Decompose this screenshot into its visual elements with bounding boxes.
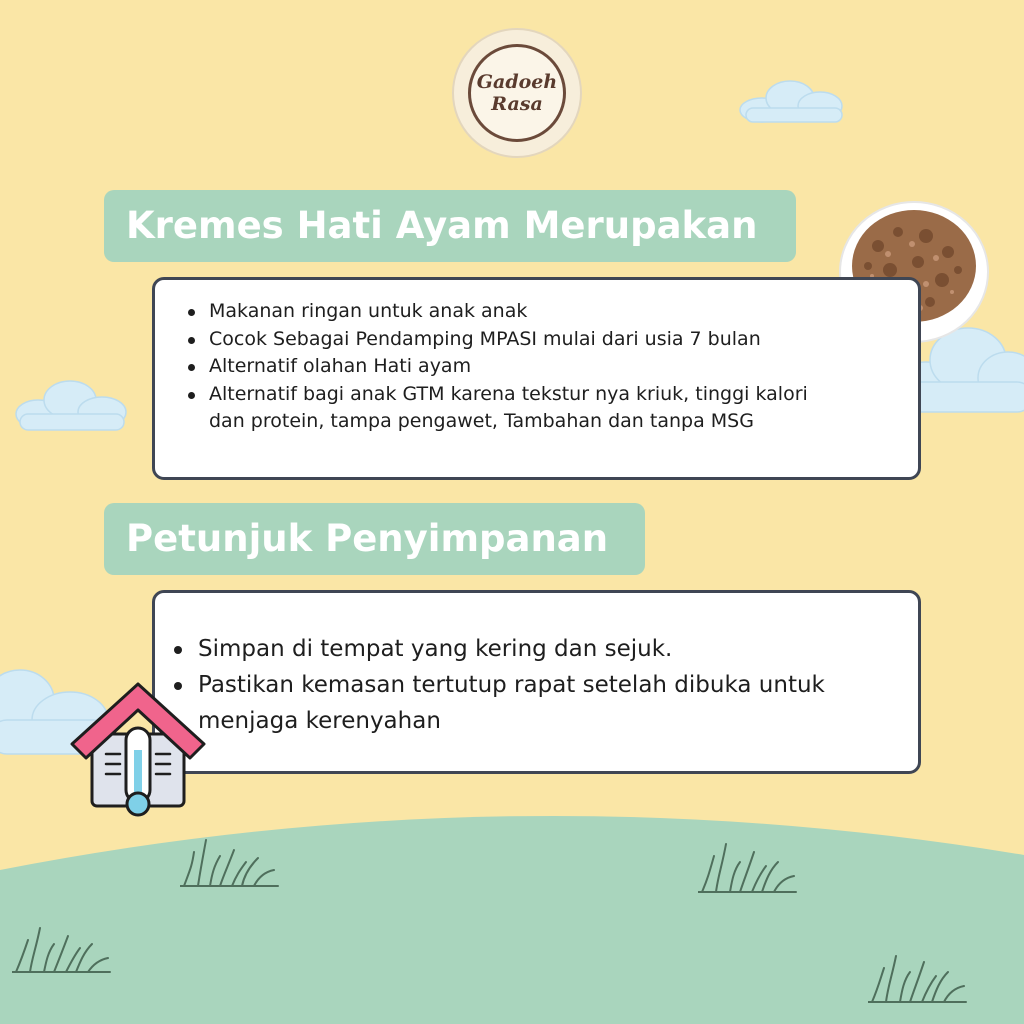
list-item: Simpan di tempat yang kering dan sejuk. — [198, 631, 898, 667]
list-item: Pastikan kemasan tertutup rapat setelah dibuka untuk menjaga kerenyahan — [198, 667, 898, 739]
list-item: Makanan ringan untuk anak anak — [209, 298, 898, 326]
grass-icon — [12, 922, 112, 978]
list-item: Alternatif olahan Hati ayam — [209, 353, 898, 381]
storage-card — [152, 590, 921, 774]
brand-logo-badge — [468, 44, 566, 142]
list-item: Cocok Sebagai Pendamping MPASI mulai dari usia 7 bulan — [209, 326, 898, 354]
cloud-icon — [738, 78, 850, 126]
grass-icon — [868, 950, 968, 1008]
storage-list — [155, 593, 918, 739]
brand-name-line1: Gadoeh — [476, 71, 558, 93]
cloud-icon — [12, 378, 130, 434]
list-item: Alternatif bagi anak GTM karena tekstur nya kriuk, tinggi kalori dan protein, tampa pengawet, Tambahan dan tanpa MSG — [209, 381, 898, 436]
house-thermometer-icon — [68, 680, 208, 820]
grass-icon — [698, 840, 798, 898]
about-card — [152, 277, 921, 480]
brand-logo — [452, 28, 582, 158]
brand-name-line2: Rasa — [491, 93, 543, 115]
section-heading-storage: Petunjuk Penyimpanan — [104, 503, 645, 575]
section-heading-about: Kremes Hati Ayam Merupakan — [104, 190, 796, 262]
about-list — [155, 280, 918, 436]
grass-icon — [180, 836, 280, 892]
